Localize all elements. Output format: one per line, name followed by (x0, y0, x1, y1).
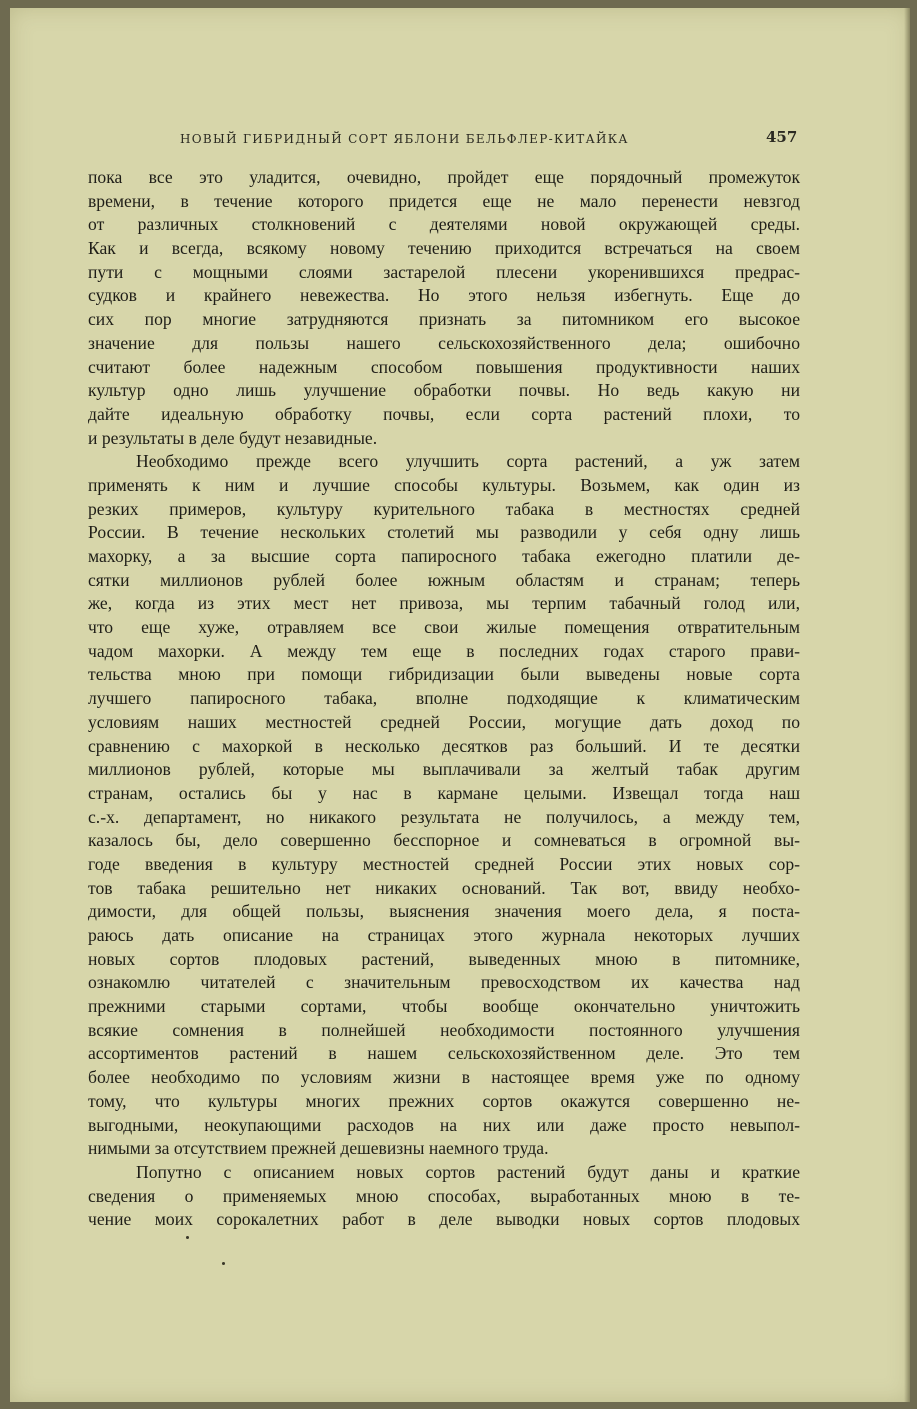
text-line: России. В течение нескольких столетий мы разводили у себя одну лишь (88, 522, 800, 543)
text-line: более необходимо по условиям жизни в настоящее время уже по одному (88, 1067, 800, 1088)
page-number: 457 (766, 128, 798, 146)
text-line: от различных столкновений с деятелями новой окружающей среды. (88, 214, 800, 235)
text-line: тому, что культуры многих прежних сортов окажутся совершенно не- (88, 1090, 800, 1111)
text-line: Как и всегда, всякому новому течению приходится встречаться на своем (88, 238, 800, 259)
text-line: условиям наших местностей средней России, могущие дать доход по (88, 711, 800, 732)
text-line: тельства мною при помощи гибридизации были выведены новые сорта (88, 664, 800, 685)
text-line: сравнению с махоркой в несколько десятков раз больший. И те десятки (88, 735, 800, 756)
book-page (10, 8, 910, 1402)
text-line: сведения о применяемых мною способах, выработанных мною в те- (88, 1185, 800, 1206)
text-line: дайте идеальную обработку почвы, если сорта растений плохи, то (88, 403, 800, 424)
text-line: выгодными, неокупающими расходов на них или даже просто невыпол- (88, 1114, 800, 1135)
paper-speck (186, 1236, 189, 1239)
text-line: казалось бы, дело совершенно бесспорное и сомневаться в огромной вы- (88, 830, 800, 851)
text-line: значение для пользы нашего сельскохозяйственного дела; ошибочно (88, 332, 800, 353)
text-line: годе введения в культуру местностей средней России этих новых сор- (88, 853, 800, 874)
text-line: ассортиментов растений в нашем сельскохозяйственном деле. Это тем (88, 1043, 800, 1064)
body-text (88, 166, 800, 1232)
text-line: Попутно с описанием новых сортов растений будут даны и краткие (136, 1161, 800, 1182)
text-line: чадом махорки. А между тем еще в последних годах старого прави- (88, 640, 800, 661)
text-line: всякие сомнения в полнейшей необходимости постоянного улучшения (88, 1019, 800, 1040)
text-line: с.-х. департамент, но никакого результата не получилось, а между тем, (88, 806, 800, 827)
text-line: прежними старыми сортами, чтобы вообще окончательно уничтожить (88, 996, 800, 1017)
scan-edge-shadow (904, 8, 910, 1402)
text-line: что еще хуже, отравляем все свои жилые помещения отвратительным (88, 617, 800, 638)
text-line: применять к ним и лучшие способы культуры. Возьмем, как один из (88, 474, 800, 495)
running-head: НОВЫЙ ГИБРИДНЫЙ СОРТ ЯБЛОНИ БЕЛЬФЛЕР-КИТАЙКА (180, 132, 629, 146)
text-line: странам, остались бы у нас в кармане целыми. Извещал тогда наш (88, 782, 800, 803)
text-line: пока все это уладится, очевидно, пройдет еще порядочный промежуток (88, 167, 800, 187)
text-line: раюсь дать описание на страницах этого журнала некоторых лучших (88, 925, 800, 945)
text-line: новых сортов плодовых растений, выведенных мною в питомнике, (88, 948, 800, 969)
text-line: Необходимо прежде всего улучшить сорта растений, а уж затем (136, 451, 800, 472)
paper-speck (222, 1262, 225, 1265)
text-line: ознакомлю читателей с значительным превосходством их качества над (88, 972, 800, 993)
paragraph-3 (88, 1161, 800, 1232)
text-line: пути с мощными слоями застарелой плесени укоренившихся предрас- (88, 261, 800, 282)
text-line: тов табака решительно нет никаких оснований. Так вот, ввиду необхо- (88, 877, 800, 898)
text-line: же, когда из этих мест нет привоза, мы терпим табачный голод или, (88, 593, 800, 614)
text-line: сих пор многие затрудняются признать за питомником его высокое (88, 309, 800, 330)
text-line: миллионов рублей, которые мы выплачивали за желтый табак другим (88, 759, 800, 780)
paragraph-2 (88, 450, 800, 1161)
text-line: времени, в течение которого придется еще не мало перенести невзгод (88, 190, 800, 211)
text-line: нимыми за отсутствием прежней дешевизны наемного труда. (88, 1138, 549, 1159)
text-line: судков и крайнего невежества. Но этого нельзя избегнуть. Еще до (88, 285, 800, 306)
paragraph-1 (88, 166, 800, 450)
text-line: лучшего папиросного табака, вполне подходящие к климатическим (88, 688, 800, 709)
text-line: считают более надежным способом повышения продуктивности наших (88, 356, 800, 377)
text-line: димости, для общей пользы, выяснения значения моего дела, я поста- (88, 901, 800, 922)
text-line: резких примеров, культуру курительного табака в местностях средней (88, 498, 800, 519)
text-line: чение моих сорокалетних работ в деле выводки новых сортов плодовых (88, 1209, 800, 1230)
text-line: махорку, а за высшие сорта папиросного табака ежегодно платили де- (88, 546, 800, 566)
text-line: и результаты в деле будут незавидные. (88, 427, 378, 448)
text-line: культур одно лишь улучшение обработки почвы. Но ведь какую ни (88, 380, 800, 401)
text-line: сятки миллионов рублей более южным областям и странам; теперь (88, 569, 800, 590)
